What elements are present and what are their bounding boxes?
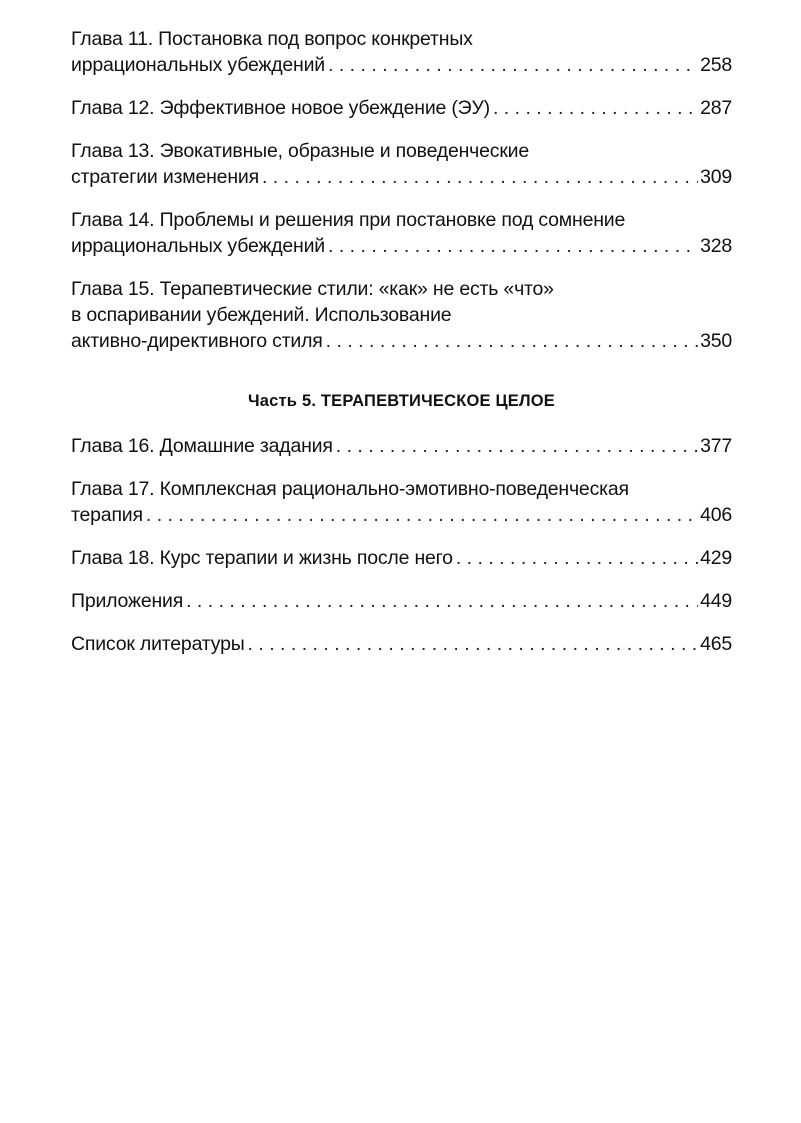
toc-entry-title: Глава 18. Курс терапии и жизнь после него	[71, 547, 453, 569]
toc-entry-title: активно-директивного стиля	[71, 330, 323, 352]
dot-leader	[328, 233, 698, 259]
dot-leader	[493, 95, 698, 121]
toc-entry-last-line	[71, 164, 732, 190]
toc-entry-last-line	[71, 95, 732, 121]
toc-entry-title: Глава 16. Домашние задания	[71, 435, 333, 457]
toc-entry-chapter-15	[71, 276, 732, 354]
page-number: 429	[700, 547, 732, 569]
toc-entry-chapter-13	[71, 138, 732, 190]
toc-entry-last-line	[71, 502, 732, 528]
toc-entry-line: Глава 14. Проблемы и решения при постановке под сомнение	[71, 209, 626, 231]
toc-entry-last-line	[71, 433, 732, 459]
page-number: 406	[700, 504, 732, 526]
toc-entry-line: Глава 15. Терапевтические стили: «как» не есть «что»	[71, 278, 554, 300]
toc-entry-title: Глава 12. Эффективное новое убеждение (ЭУ)	[71, 97, 490, 119]
toc-entry-chapter-14	[71, 207, 732, 259]
page-number: 328	[700, 235, 732, 257]
toc-entry-last-line	[71, 233, 732, 259]
dot-leader	[186, 588, 698, 614]
page-number: 377	[700, 435, 732, 457]
toc-entry-title: иррациональных убеждений	[71, 235, 326, 257]
page-number: 258	[700, 54, 732, 76]
toc-entry-chapter-12	[71, 95, 732, 121]
page-number: 309	[700, 166, 732, 188]
page-number: 350	[700, 330, 732, 352]
toc-entry-title: иррациональных убеждений	[71, 54, 326, 76]
dot-leader	[328, 52, 698, 78]
dot-leader	[326, 328, 698, 354]
dot-leader	[262, 164, 698, 190]
page-number: 287	[700, 97, 732, 119]
toc-entry-chapter-18	[71, 545, 732, 571]
toc-entry-line: Глава 11. Постановка под вопрос конкретных	[71, 28, 473, 50]
toc-entry-last-line	[71, 631, 732, 657]
page-number: 465	[700, 633, 732, 655]
toc-entry-chapter-11	[71, 26, 732, 78]
toc-entry-title: Список литературы	[71, 633, 245, 655]
toc-entry-last-line	[71, 588, 732, 614]
table-of-contents	[71, 26, 732, 674]
toc-entry-last-line	[71, 52, 732, 78]
toc-entry-title: терапия	[71, 504, 143, 526]
toc-entry-line: в оспаривании убеждений. Использование	[71, 304, 452, 326]
toc-entry-last-line	[71, 545, 732, 571]
toc-entry-chapter-17	[71, 476, 732, 528]
toc-entry-bibliography	[71, 631, 732, 657]
toc-entry-appendices	[71, 588, 732, 614]
toc-entry-line: Глава 13. Эвокативные, образные и поведенческие	[71, 140, 530, 162]
dot-leader	[146, 502, 698, 528]
page-number: 449	[700, 590, 732, 612]
toc-entry-line: Глава 17. Комплексная рационально-эмотивно-поведенческая	[71, 478, 629, 500]
dot-leader	[248, 631, 699, 657]
dot-leader	[336, 433, 698, 459]
toc-entry-title: стратегии изменения	[71, 166, 259, 188]
part-heading: Часть 5. ТЕРАПЕВТИЧЕСКОЕ ЦЕЛОЕ	[247, 392, 555, 410]
dot-leader	[456, 545, 698, 571]
toc-entry-last-line	[71, 328, 732, 354]
toc-entry-chapter-16	[71, 433, 732, 459]
toc-entry-title: Приложения	[71, 590, 184, 612]
